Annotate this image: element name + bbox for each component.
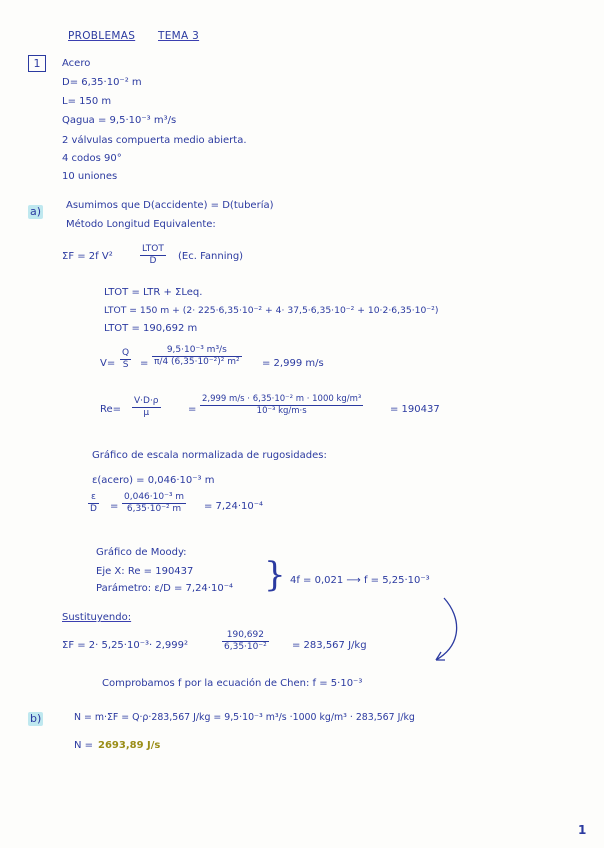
substitution-lhs: ΣF = 2· 5,25·10⁻³· 2,999² [62,640,188,651]
ltot-result: LTOT = 190,692 m [104,323,198,334]
data-line-diameter: D= 6,35·10⁻² m [62,77,142,88]
ltot-definition: LTOT = LTR + ΣLeq. [104,287,203,298]
roughness-steel: ε(acero) = 0,046·10⁻³ m [92,475,215,486]
chen-check: Comprobamos f por la ecuación de Chen: f = 5·10⁻³ [102,678,363,689]
relative-roughness-eq: = [110,501,119,512]
reynolds-eq: = [188,404,197,415]
moody-title: Gráfico de Moody: [96,547,187,558]
substitution-den: 6,35·10⁻² [224,642,267,652]
fanning-lhs: ΣF = 2f V² [62,251,113,262]
reynolds-result: = 190437 [390,404,440,415]
moody-brace: } [264,555,286,595]
velocity-f2-num: 9,5·10⁻³ m³/s [152,345,242,357]
substitution-num: 190,692 [222,630,269,642]
problem-number-box: 1 [28,55,46,72]
data-line-material: Acero [62,58,91,69]
moody-friction-result: 4f = 0,021 ⟶ f = 5,25·10⁻³ [290,575,430,586]
velocity-f2-den: π/4 (6,35·10⁻²)² m² [154,357,240,367]
data-line-length: L= 150 m [62,96,112,107]
power-result-lhs: N = [74,740,94,751]
reynolds-f2-den: 10⁻³ kg/m·s [256,406,307,416]
roughness-title: Gráfico de escala normalizada de rugosidades: [92,450,327,461]
reynolds-lhs: Re= [100,404,122,415]
reynolds-f2-num: 2,999 m/s · 6,35·10⁻² m · 1000 kg/m³ [202,394,362,404]
power-result-value: 2693,89 J/s [98,740,161,751]
reynolds-f1-den: μ [143,408,150,418]
relative-roughness-f2-den: 6,35·10⁻² m [126,504,182,514]
fanning-den: D [149,256,157,266]
velocity-eq: = [140,358,149,369]
velocity-f1-den: S [122,360,129,370]
velocity-result: = 2,999 m/s [262,358,324,369]
data-line-valves: 2 válvulas compuerta medio abierta. [62,135,247,146]
header-title-tema: TEMA 3 [158,30,200,42]
assumption-line: Asumimos que D(accidente) = D(tubería) [66,200,274,211]
fanning-num: LTOT [142,244,164,254]
velocity-f1-num: Q [122,348,130,358]
relative-roughness-den: D [90,504,97,514]
substitution-result: = 283,567 J/kg [292,640,367,651]
relative-roughness-num: ε [88,492,99,504]
data-line-elbows: 4 codos 90° [62,153,122,164]
relative-roughness-f2-num: 0,046·10⁻³ m [124,492,185,502]
substitution-fraction [222,630,269,653]
moody-parameter: Parámetro: ε/D = 7,24·10⁻⁴ [96,583,233,594]
fanning-note: (Ec. Fanning) [178,251,244,262]
header-title-problemas: PROBLEMAS [68,30,136,42]
method-line: Método Longitud Equivalente: [66,219,216,230]
relative-roughness-result: = 7,24·10⁻⁴ [204,501,264,512]
ltot-substitution: LTOT = 150 m + (2· 225·6,35·10⁻² + 4· 37,5·6,35·10⁻² + 10·2·6,35·10⁻²) [104,305,439,316]
page-number: 1 [578,823,587,837]
power-equation: N = m·ΣF = Q·ρ·283,567 J/kg = 9,5·10⁻³ m³/s ·1000 kg/m³ · 283,567 J/kg [74,712,415,723]
reynolds-f1-num: V·D·ρ [134,396,159,406]
substitution-title: Sustituyendo: [62,612,132,623]
part-b-label: b) [30,712,42,725]
part-a-label: a) [30,205,42,218]
data-line-unions: 10 uniones [62,171,118,182]
velocity-lhs: V= [100,358,116,369]
moody-x-axis: Eje X: Re = 190437 [96,566,194,577]
data-line-flow: Qagua = 9,5·10⁻³ m³/s [62,115,177,126]
